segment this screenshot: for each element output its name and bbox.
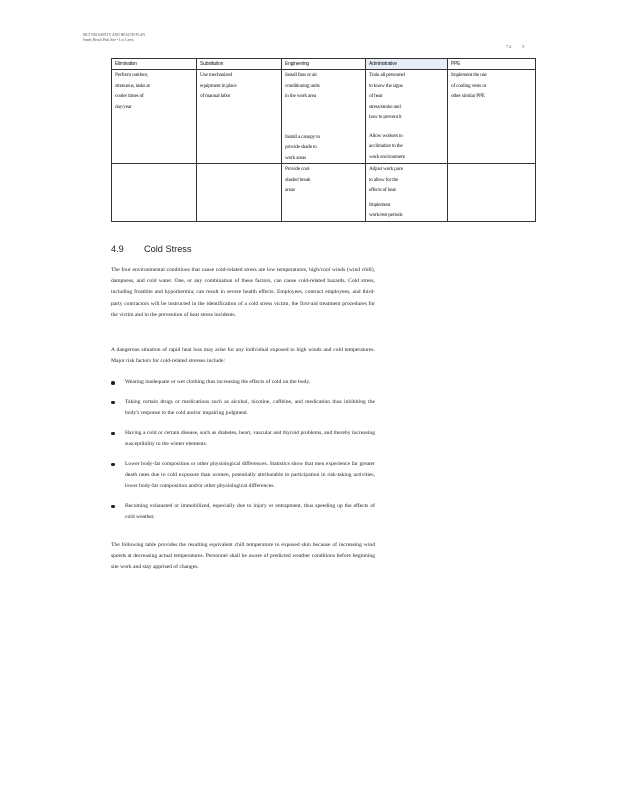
bullet-icon bbox=[111, 381, 115, 385]
list-item: Becoming exhausted or immobilized, especially due to injury or entrapment, thus speeding up the effects of cold weather. bbox=[111, 501, 375, 523]
cell-engineering: Provide cool shaded break areas bbox=[282, 164, 366, 222]
table-header-row bbox=[112, 59, 536, 70]
section-heading bbox=[111, 244, 192, 254]
header-line-1: MLT NM SAFETY AND HEALTH PLAN bbox=[83, 33, 145, 37]
section-ref: 7.4 bbox=[506, 44, 512, 49]
cell-engineering: Install fans or air conditioning units in the work area Install a canopy to provide shade to work areas bbox=[282, 70, 366, 164]
list-item: Having a cold or certain disease, such as diabetes, heart, vascular and thyroid problems, and thereby increasing susceptibility to the winter elements. bbox=[111, 428, 375, 450]
paragraph-cold-stress-intro: The four environmental conditions that cause cold-related stress are low temperatures, high/cool winds (wind chill), dampness, and cold water. One, or any combination of these factors, can cause cold-related hazards. Cold stress, including frostbite and hypothermia, can result in severe health effects. Employees, contract employees, and third-party contractors will be instructed in the identification of a cold stress victim, the first-aid treatment procedures for the victim and in the prevention of heat stress incidents. bbox=[111, 267, 375, 318]
header-engineering: Engineering bbox=[282, 59, 366, 70]
header-elimination: Elimination bbox=[112, 59, 197, 70]
paragraph-risk-factors-intro: A dangerous situation of rapid heat loss may arise for any individual exposed to high winds and cold temperatures. Major risk factors for cold-related stresses include: bbox=[111, 347, 375, 365]
cell-empty bbox=[197, 164, 282, 222]
header-line-2: Sandy Beach Park Site • Lot 3 area bbox=[83, 38, 134, 42]
header-administrative: Administrative bbox=[366, 59, 448, 70]
bullet-icon bbox=[111, 401, 115, 405]
table-row bbox=[112, 164, 536, 222]
list-item: Wearing inadequate or wet clothing thus increasing the effects of cold on the body. bbox=[111, 377, 375, 388]
list-item: Lower body-fat composition or other physiological differences. Statistics show that men experience far greater death rates due to cold exposure than women, potentially attributable to participation in risk-taking activities, lower body-fat composition and/or other physiological differences. bbox=[111, 459, 375, 493]
cell-empty bbox=[112, 164, 197, 222]
paragraph-wind-chill-table-intro: The following table provides the resulting equivalent chill temperature to exposed skin because of increasing wind speeds at decreasing actual temperatures. Personnel shall be aware of predicted weather conditions before beginning site work and stay apprised of changes. bbox=[111, 542, 375, 571]
section-title: Cold Stress bbox=[144, 244, 192, 254]
cell-ppe: Implement the use of cooling vests or other similar PPE bbox=[448, 70, 536, 164]
page-reference bbox=[506, 44, 524, 49]
running-header bbox=[83, 33, 145, 43]
list-item: Taking certain drugs or medications such as alcohol, nicotine, caffeine, and medication thus inhibiting the body's response to the cold and/or impairing judgment. bbox=[111, 397, 375, 419]
bullet-icon bbox=[111, 505, 115, 509]
cell-administrative: Train all personnel to know the signs of heat stress/stroke and how to prevent it Allow workers to acclimatize to the work environment bbox=[366, 70, 448, 164]
table-row bbox=[112, 70, 536, 164]
bullet-icon bbox=[111, 463, 115, 467]
header-substitution: Substitution bbox=[197, 59, 282, 70]
risk-factor-list bbox=[111, 377, 375, 532]
cell-substitution: Use mechanized equipment in place of manual labor bbox=[197, 70, 282, 164]
page-number: 9 bbox=[522, 44, 525, 49]
cell-administrative: Adjust work pace to allow for the effects of heat Implement work/rest periods bbox=[366, 164, 448, 222]
cell-elimination: Perform outdoor, strenuous, tasks at cooler times of day/year bbox=[112, 70, 197, 164]
bullet-icon bbox=[111, 432, 115, 436]
cell-empty bbox=[448, 164, 536, 222]
header-ppe: PPE bbox=[448, 59, 536, 70]
section-number: 4.9 bbox=[111, 244, 124, 254]
hazard-controls-table bbox=[111, 58, 536, 222]
